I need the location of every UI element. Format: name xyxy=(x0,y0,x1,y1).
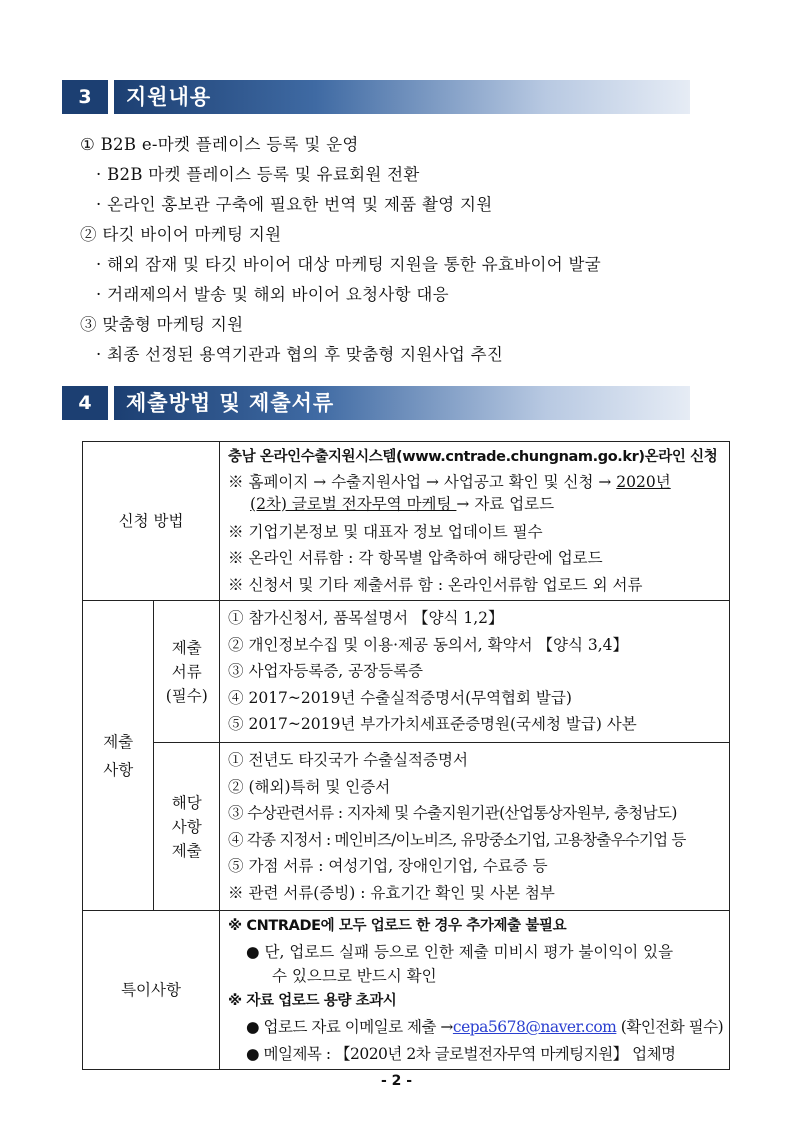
list-item: ② 개인정보수집 및 이용·제공 동의서, 확약서 【양식 3,4】 xyxy=(228,635,629,654)
required-docs-cell xyxy=(220,601,730,743)
list-item: ⑤ 가점 서류 : 여성기업, 장애인기업, 수료증 등 xyxy=(228,857,548,875)
list-item: ※ 관련 서류(증빙) : 유효기간 확인 및 사본 첨부 xyxy=(228,883,555,902)
list-item: ④ 2017~2019년 수출실적증명서(무역협회 발급) xyxy=(228,688,572,707)
notes-heading: ※ 자료 업로드 용량 초과시 xyxy=(228,992,397,1009)
apply-method-label: 신청 방법 xyxy=(83,442,220,601)
list-item: ④ 각종 지정서 : 메인비즈/이노비즈, 유망중소기업, 고용창출우수기업 등 xyxy=(228,830,686,849)
list-item: · 온라인 홍보관 구축에 필요한 번역 및 제품 촬영 지원 xyxy=(96,195,493,214)
notes-bullet: ● 업로드 자료 이메일로 제출 →cepa5678@naver.com (확인전화 필수) xyxy=(246,1018,724,1036)
list-item: ⑤ 2017~2019년 부가가치세표준증명원(국세청 발급) 사본 xyxy=(228,715,637,734)
notes-bullet: ● 단, 업로드 실패 등으로 인한 제출 미비시 평가 불이익이 있을 xyxy=(246,942,674,961)
section-4-header xyxy=(62,386,690,420)
list-item: ① 전년도 타깃국가 수출실적증명서 xyxy=(228,751,468,769)
list-item: · 거래제의서 발송 및 해외 바이어 요청사항 대응 xyxy=(96,285,449,304)
list-item: ② 타깃 바이어 마케팅 지원 xyxy=(80,225,282,244)
apply-head: 충남 온라인수출지원시스템(www.cntrade.chungnam.go.kr)온라인 신청 xyxy=(228,449,718,465)
required-docs-label: 제출 서류 (필수) xyxy=(154,601,220,743)
notes-bullet-cont: 수 있으므로 반드시 확인 xyxy=(272,966,437,985)
apply-path-cont: (2차) 글로벌 전자무역 마케팅 → 자료 업로드 xyxy=(250,494,555,513)
list-item: · 해외 잠재 및 타깃 바이어 대상 마케팅 지원을 통한 유효바이어 발굴 xyxy=(96,255,601,274)
apply-note: ※ 온라인 서류함 : 각 항목별 압축하여 해당란에 업로드 xyxy=(228,549,603,567)
section-3-header xyxy=(62,80,690,114)
list-item: · B2B 마켓 플레이스 등록 및 유료회원 전환 xyxy=(96,165,420,184)
notes-label: 특이사항 xyxy=(83,911,220,1070)
section-title-bar xyxy=(114,386,690,420)
section-title: 지원내용 xyxy=(126,85,212,109)
notes-bullet: ● 메일제목 : 【2020년 2차 글로벌전자무역 마케팅지원】 업체명 xyxy=(246,1044,676,1063)
notes-cell xyxy=(220,911,730,1070)
apply-note: ※ 신청서 및 기타 제출서류 함 : 온라인서류함 업로드 외 서류 xyxy=(228,575,643,594)
list-item: ① 참가신청서, 품목설명서 【양식 1,2】 xyxy=(228,609,504,628)
list-item: ① B2B e-마켓 플레이스 등록 및 운영 xyxy=(80,135,359,154)
submission-table xyxy=(82,441,730,1070)
submit-label: 제출 사항 xyxy=(83,601,154,911)
list-item: ② (해외)특허 및 인증서 xyxy=(228,777,391,796)
optional-docs-label: 해당 사항 제출 xyxy=(154,743,220,911)
notes-heading: ※ CNTRADE에 모두 업로드 한 경우 추가제출 불필요 xyxy=(228,918,567,934)
section-number: 3 xyxy=(62,80,108,114)
apply-note: ※ 기업기본정보 및 대표자 정보 업데이트 필수 xyxy=(228,522,543,541)
section-title-bar xyxy=(114,80,690,114)
optional-docs-cell xyxy=(220,743,730,911)
section-number: 4 xyxy=(62,386,108,420)
list-item: ③ 수상관련서류 : 지자체 및 수출지원기관(산업통상자원부, 충청남도) xyxy=(228,804,677,822)
list-item: · 최종 선정된 용역기관과 협의 후 맞춤형 지원사업 추진 xyxy=(96,345,504,364)
apply-path: ※ 홈페이지 → 수출지원사업 → 사업공고 확인 및 신청 → 2020년 xyxy=(228,472,671,491)
page-number: - 2 - xyxy=(380,1073,413,1089)
list-item: ③ 사업자등록증, 공장등록증 xyxy=(228,662,424,681)
section-title: 제출방법 및 제출서류 xyxy=(126,391,335,415)
email-link[interactable]: cepa5678@naver.com xyxy=(452,1018,617,1036)
apply-method-cell xyxy=(220,442,730,601)
list-item: ③ 맞춤형 마케팅 지원 xyxy=(80,315,244,334)
